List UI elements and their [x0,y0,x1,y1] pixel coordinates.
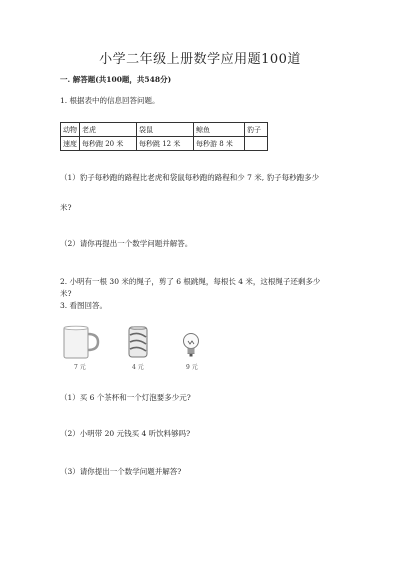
question-1-part-1-line-1: （1）豹子每秒跑的路程比老虎和袋鼠每秒跑的路程和少 7 米, 豹子每秒跑多少 [60,173,320,182]
table-cell: 速度 [61,137,80,151]
table-cell: 动物 [61,123,80,137]
table-cell: 老虎 [80,123,137,137]
section-heading: 一. 解答题(共100题，共548分) [60,75,172,84]
table-cell: 豹子 [245,123,268,137]
table-row [61,137,268,151]
question-2-line-1: 2. 小明有一根 30 米的绳子，剪了 6 根跳绳，每根长 4 米，这根绳子还剩多少 [60,277,321,286]
table-cell: 袋鼠 [137,123,194,137]
question-3-stem: 3. 看图回答。 [60,301,108,310]
bulb-price: 9 元 [186,364,198,371]
question-3-part-2: （2）小明带 20 元钱买 4 听饮料够吗? [60,429,191,438]
page-title: 小学二年级上册数学应用题100道 [99,52,301,67]
animal-speed-table [60,122,268,151]
question-3-part-3: （3）请你提出一个数学问题并解答? [60,467,182,476]
mug-price: 7 元 [74,364,86,371]
question-3-part-1: （1）买 6 个茶杯和一个灯泡要多少元? [60,393,191,402]
table-cell: 鲸鱼 [194,123,245,137]
table-cell [245,137,268,151]
table-cell: 每秒游 8 米 [194,137,245,151]
question-1-stem: 1. 根据表中的信息回答问题。 [60,96,160,105]
mug-icon [62,325,102,361]
light-bulb-icon [181,332,201,358]
table-cell: 每秒跑 20 米 [80,137,137,151]
can-price: 4 元 [132,364,144,371]
question-1-part-2: （2）请你再提出一个数学问题并解答。 [60,239,193,248]
question-2-line-2: 米? [60,289,72,298]
table-cell: 每秒跳 12 米 [137,137,194,151]
question-1-part-1-line-2: 米? [60,203,72,212]
table-row [61,123,268,137]
drink-can-icon [127,325,149,359]
